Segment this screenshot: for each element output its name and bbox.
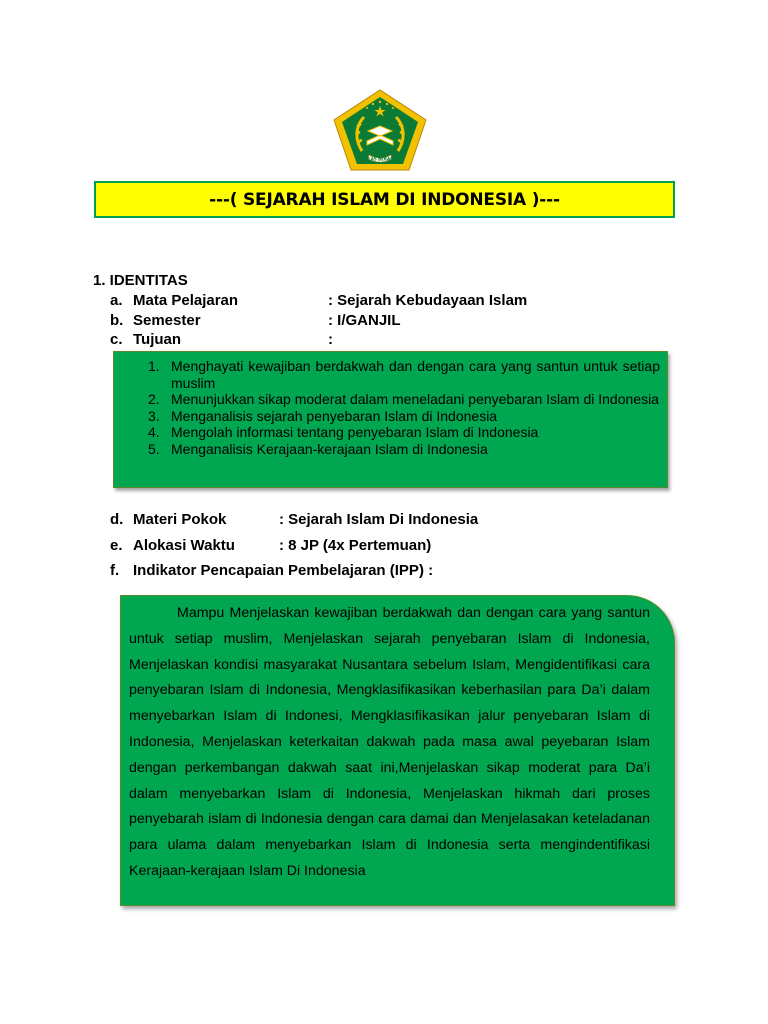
goal-text: Mengolah informasi tentang penyebaran Islam di Indonesia [171,424,539,440]
svg-text:IKHLAS BERAMAL: IKHLAS BERAMAL [360,156,400,162]
row-letter: b. [110,312,124,329]
tujuan-goals-box [113,351,668,488]
list-item: 5. Menganalisis Kerajaan-kerajaan Islam di Indonesia [148,440,488,457]
row-label: Semester [133,312,201,329]
list-item: 1. Menghayati kewajiban berdakwah dan dengan cara yang santun untuk setiap muslim [148,358,660,391]
row-value: : Sejarah Islam Di Indonesia [279,511,479,528]
document-title: ---( SEJARAH ISLAM DI INDONESIA )--- [209,189,560,210]
row-letter: e. [110,537,123,554]
row-value: : 8 JP (4x Pertemuan) [279,537,432,554]
title-banner [94,181,675,218]
list-item: 3. Menganalisis sejarah penyebaran Islam di Indonesia [148,407,498,424]
goal-text: Menganalisis sejarah penyebaran Islam di Indonesia [171,407,498,424]
row-letter: f. [110,562,120,579]
row-letter: a. [110,292,123,309]
row-value: : [328,331,333,348]
row-value: : I/GANJIL [328,312,401,329]
row-letter: c. [110,331,123,348]
indikator-paragraph: Mampu Menjelaskan kewajiban berdakwah dan dengan cara yang santun untuk setiap muslim, Menjelaskan sejarah penyebaran Islam di Indonesia, Menjelaskan kondisi masyarakat Nusantara sebelum Islam, Mengidentifikasi cara penyebaran Islam di Indonesia, Mengklasifikasikan keberhasilan para Da’i dalam menyebarkan Islam di Indonesi, Mengklasifikasikan jalur penyebaran Islam di Indonesia, Menjelaskan keterkaitan dakwah pada masa awal peyebaran Islam dengan perkembangan dakwah saat ini,Menjelaskan sikap moderat para Da’i dalam menyebarkan Islam di Indonesia, Menjelaskan hikmah dari proses penyebarah islam di Indonesia dengan cara damai dan Menjelasakan keteladanan para ulama dalam menyebarkan Islam di Indonesia serta mengindentifikasi Kerajaan-kerajaan Islam Di Indonesia [129,605,650,879]
section-heading: 1. IDENTITAS [93,272,188,289]
tujuan-list [148,358,660,457]
row-label: Alokasi Waktu [133,537,235,554]
goal-text: Menganalisis Kerajaan-kerajaan Islam di Indonesia [171,440,488,457]
row-label: Indikator Pencapaian Pembelajaran (IPP) : [133,562,434,579]
goal-text: Menunjukkan sikap moderat dalam meneladani penyebaran Islam di Indonesia [171,391,659,407]
row-label: Tujuan [133,331,182,348]
row-label: Materi Pokok [133,511,227,528]
goal-text: Menghayati kewajiban berdakwah dan dengan cara yang santun untuk setiap muslim [171,358,660,391]
row-label: Mata Pelajaran [133,292,239,309]
list-item: 4. Mengolah informasi tentang penyebaran Islam di Indonesia [148,424,539,440]
ministry-emblem-logo [332,89,428,171]
row-letter: d. [110,511,124,528]
row-value: : Sejarah Kebudayaan Islam [328,292,528,309]
list-item: 2. Menunjukkan sikap moderat dalam meneladani penyebaran Islam di Indonesia [148,391,659,407]
indikator-box [120,595,675,906]
